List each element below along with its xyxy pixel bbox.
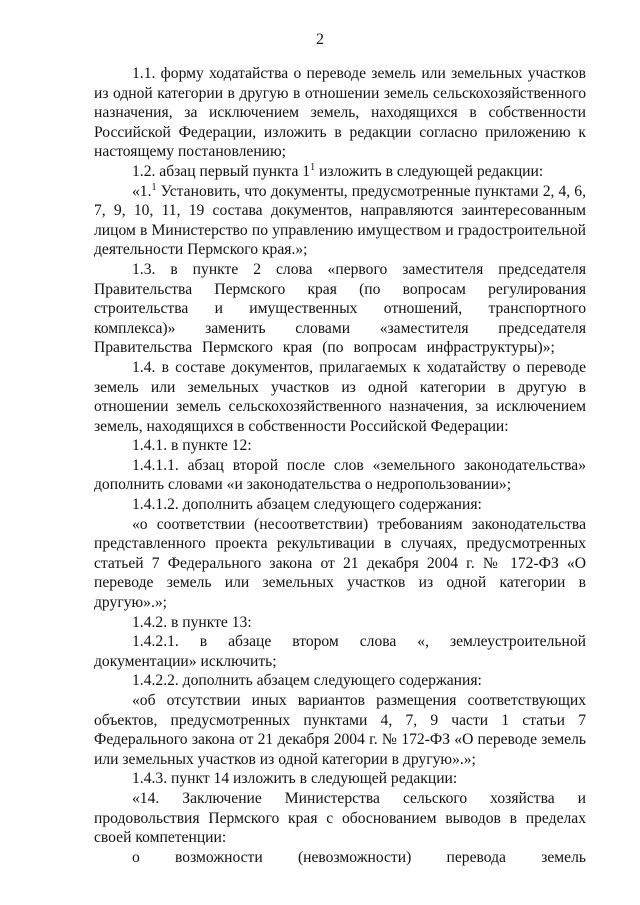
quote-1-1-text-a: «1.: [132, 182, 152, 200]
superscript: 1: [310, 161, 316, 173]
paragraph-1-2: [94, 162, 586, 182]
paragraph-1-4: 1.4. в составе документов, прилагаемых к ходатайству о переводе земель или земельных участков из одной категории в другую в отношении земель сельскохозяйственного назначения, за исключением земель, находящихся в собственности Российской Федерации:: [94, 358, 586, 435]
paragraph-1-4-1-1: 1.4.1.1. абзац второй после слов «земельного законодательства» дополнить словами «и законодательства о недропользовании»;: [94, 456, 586, 494]
superscript: 1: [151, 181, 157, 193]
quote-1-1-text-b: Установить, что документы, предусмотренные пунктами 2, 4, 6, 7, 9, 10, 11, 19 состава документов, направляются заинтересованным лицом в Министерство по управлению имуществом и градостроительной деятельности Пермского края.»;: [94, 182, 586, 259]
paragraph-quote-alternatives: «об отсутствии иных вариантов размещения соответствующих объектов, предусмотренных пунктами 4, 7, 9 части 1 статьи 7 Федерального закона от 21 декабря 2004 г. № 172-ФЗ «О переводе земель или земельных участков из одной категории в другую».»;: [94, 692, 586, 768]
paragraph-1-4-2-2: 1.4.2.2. дополнить абзацем следующего содержания:: [132, 672, 482, 690]
paragraph-1-3: 1.3. в пункте 2 слова «первого заместителя председателя Правительства Пермского края (по вопросам регулирования строительства и имущественных отношений, транспортного комплекса)» заменить словами «заместителя председателя Правительства Пермского края (по вопросам инфраструктуры)»;: [94, 260, 586, 357]
paragraph-possibility: о возможности (невозможности) перевода земель: [132, 848, 586, 866]
paragraph-1-2-text-b: изложить в следующей редакции:: [315, 162, 544, 180]
paragraph-1-4-2-1: 1.4.2.1. в абзаце втором слова «, землеустроительной документации» исключить;: [94, 633, 586, 670]
paragraph-1-4-2: 1.4.2. в пункте 13:: [132, 613, 252, 631]
paragraph-quote-14: «14. Заключение Министерства сельского хозяйства и продовольствия Пермского края с обоснованием выводов в пределах своей компетенции:: [94, 789, 586, 847]
paragraph-quote-1-1: [94, 182, 586, 260]
paragraph-1-4-3: 1.4.3. пункт 14 изложить в следующей редакции:: [132, 770, 458, 788]
document-body: [94, 64, 586, 867]
page-number: 2: [316, 31, 324, 48]
paragraph-1-4-1-2: 1.4.1.2. дополнить абзацем следующего содержания:: [132, 496, 482, 514]
paragraph-1-1: 1.1. форму ходатайства о переводе земель или земельных участков из одной категории в другую в отношении земель сельскохозяйственного назначения, за исключением земель, находящихся в собственности Российской Федерации, изложить в редакции согласно приложению к настоящему постановлению;: [94, 65, 586, 161]
paragraph-1-4-1: 1.4.1. в пункте 12:: [132, 437, 252, 455]
paragraph-1-2-text-a: 1.2. абзац первый пункта 1: [132, 162, 311, 180]
paragraph-quote-recultivation: «о соответствии (несоответствии) требованиям законодательства представленного проекта рекультивации в случаях, предусмотренных статьей 7 Федерального закона от 21 декабря 2004 г. № 172-ФЗ «О переводе земель или земельных участков из одной категории в другую».»;: [94, 515, 586, 612]
